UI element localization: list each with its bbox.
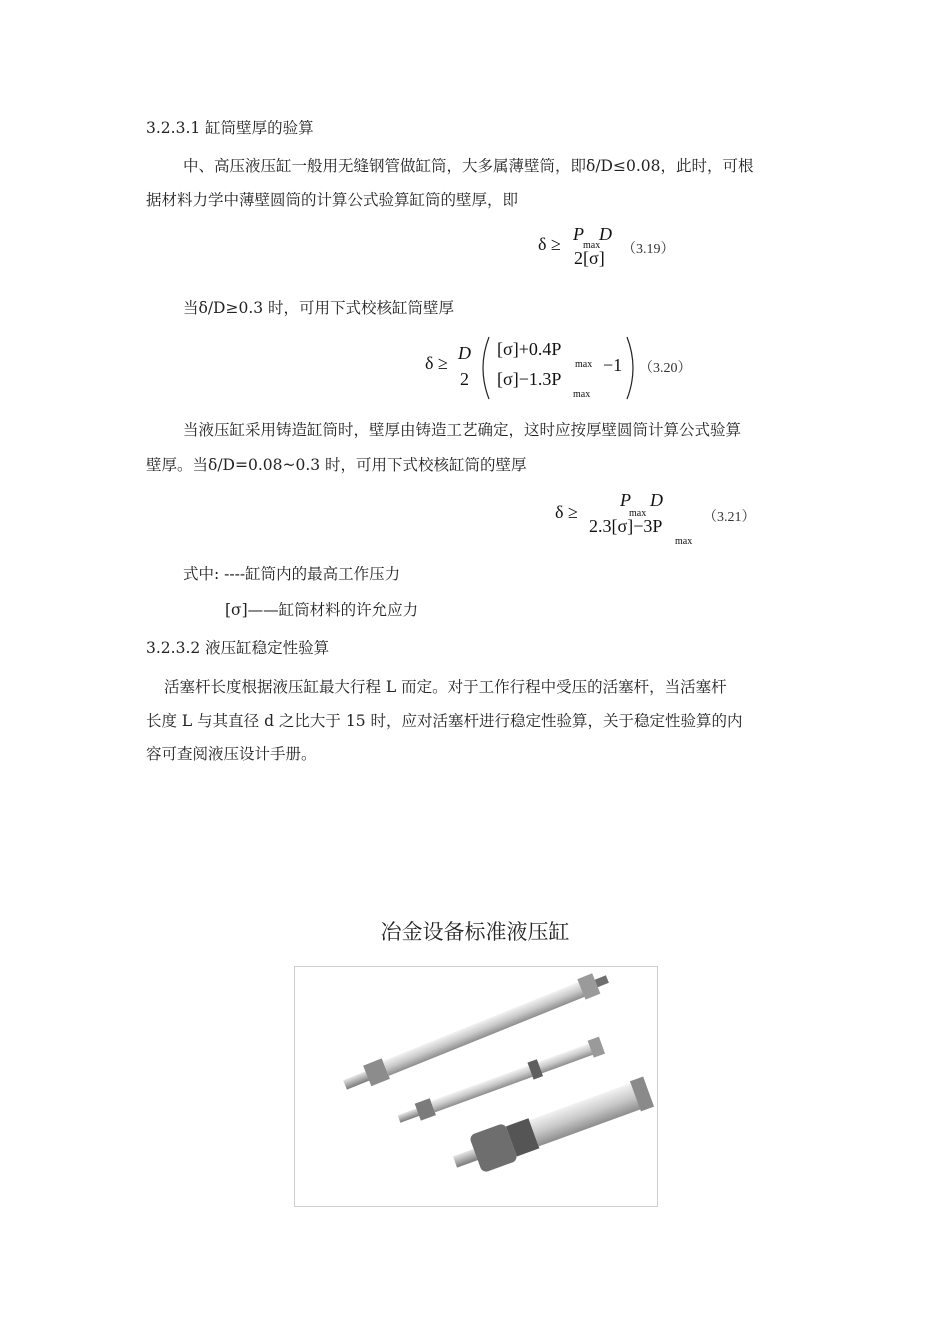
formula-3-19 (538, 224, 738, 274)
paragraph-line: 中、高压液压缸一般用无缝钢管做缸筒，大多属薄壁筒，即δ/D≤0.08，此时，可根 (183, 157, 754, 175)
hydraulic-cylinder-photo (294, 966, 658, 1207)
paragraph-line: 当δ/D≥0.3 时，可用下式校核缸筒壁厚 (183, 299, 455, 317)
paragraph-line: 容可查阅液压设计手册。 (146, 745, 317, 763)
paragraph-line: 壁厚。当δ/D=0.08~0.3 时，可用下式校核缸筒的壁厚 (146, 456, 527, 474)
symbol-definition: 式中: ----缸筒内的最高工作压力 (183, 565, 401, 583)
formula-var-p: P (620, 490, 631, 510)
formula-numerator: [σ]+0.4P (497, 339, 562, 359)
formula-minus-one: −1 (603, 355, 623, 375)
formula-var-p: P (573, 224, 584, 244)
formula-subscript: max (583, 240, 601, 251)
formula-denominator: 2.3[σ]−3P (589, 516, 663, 536)
paragraph-line: 长度 L 与其直径 d 之比大于 15 时，应对活塞杆进行稳定性验算，关于稳定性验算的内 (146, 712, 743, 730)
formula-two: 2 (460, 369, 469, 389)
paragraph-line: 据材料力学中薄壁圆筒的计算公式验算缸筒的壁厚，即 (146, 191, 519, 209)
hydraulic-cylinders-illustration (295, 967, 657, 1206)
formula-denominator: 2[σ] (574, 248, 605, 268)
paragraph-line: 活塞杆长度根据液压缸最大行程 L 而定。对于工作行程中受压的活塞杆，当活塞杆 (164, 678, 727, 696)
paragraph-line: 当液压缸采用铸造缸筒时，壁厚由铸造工艺确定，这时应按厚壁圆筒计算公式验算 (183, 421, 742, 439)
symbol-definition: [σ]——缸筒材料的许允应力 (225, 601, 419, 619)
figure-caption: 冶金设备标准液压缸 (380, 920, 570, 944)
formula-lhs: δ ≥ (555, 502, 578, 522)
formula-subscript: max (675, 536, 693, 547)
cylinder-1 (341, 969, 612, 1095)
section-heading-3-2-3-1: 3.2.3.1 缸筒壁厚的验算 (146, 119, 314, 137)
formula-lhs: δ ≥ (425, 353, 448, 373)
formula-number: （3.19） (622, 242, 675, 257)
formula-var-d: D (599, 224, 612, 244)
formula-denominator: [σ]−1.3P (497, 369, 562, 389)
section-heading-3-2-3-2: 3.2.3.2 液压缸稳定性验算 (146, 639, 330, 657)
formula-var-d: D (458, 343, 471, 363)
formula-lhs: δ ≥ (538, 234, 561, 254)
formula-number: （3.21） (703, 510, 756, 525)
formula-var-d: D (650, 490, 663, 510)
formula-subscript: max (575, 359, 593, 370)
formula-subscript: max (629, 508, 647, 519)
formula-number: （3.20） (639, 361, 692, 376)
formula-3-21 (555, 490, 775, 550)
formula-subscript: max (573, 389, 591, 400)
formula-3-20 (425, 333, 725, 403)
